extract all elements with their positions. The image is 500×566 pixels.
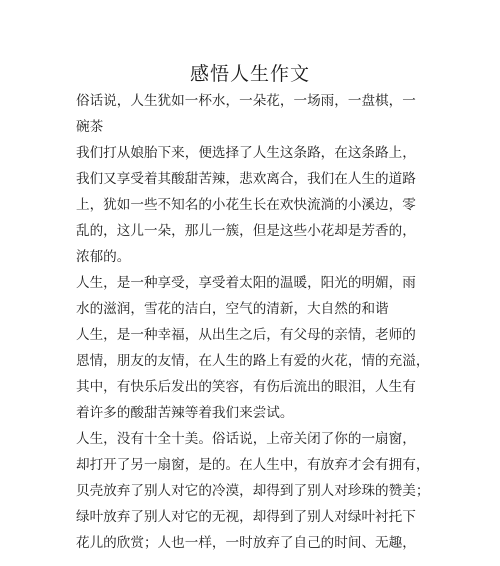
text-line: 着许多的酸甜苦辣等着我们来尝试。 [76, 405, 294, 421]
text-line: 人生，是一种享受，享受着太阳的温暖，阳光的明媚，雨 [76, 275, 416, 291]
text-line: 恩情，朋友的友情，在人生的路上有爱的火花，情的充溢， [76, 353, 430, 369]
text-line: 乱的，这儿一朵，那儿一簇，但是这些小花却是芳香的， [76, 223, 416, 239]
text-line: 上，犹如一些不知名的小花生长在欢快流淌的小溪边，零 [76, 197, 416, 213]
text-line: 贝壳放弃了别人对它的冷漠，却得到了别人对珍珠的赞美； [76, 483, 430, 499]
text-line: 碗茶 [76, 119, 104, 135]
text-line: 我们打从娘胎下来，便选择了人生这条路，在这条路上， [76, 145, 416, 161]
text-line: 水的滋润，雪花的洁白，空气的清新，大自然的和谐 [76, 301, 389, 317]
text-line: 俗话说，人生犹如一杯水，一朵花，一场雨，一盘棋，一 [76, 93, 416, 109]
text-line: 浓郁的。 [76, 249, 131, 265]
text-line: 人生，是一种幸福，从出生之后，有父母的亲情，老师的 [76, 327, 416, 343]
text-line: 却打开了另一扇窗，是的。在人生中，有放弃才会有拥有， [76, 457, 430, 473]
text-line: 绿叶放弃了别人对它的无视，却得到了别人对绿叶衬托下 [76, 509, 416, 525]
text-line: 其中，有快乐后发出的笑容，有伤后流出的眼泪，人生有 [76, 379, 416, 395]
text-line: 人生，没有十全十美。俗话说，上帝关闭了你的一扇窗， [76, 431, 416, 447]
text-line: 花儿的欣赏；人也一样，一时放弃了自己的时间、无趣， [76, 535, 416, 551]
text-line: 我们又享受着其酸甜苦辣，悲欢离合，我们在人生的道路 [76, 171, 416, 187]
document-title: 感悟人生作文 [189, 63, 310, 85]
